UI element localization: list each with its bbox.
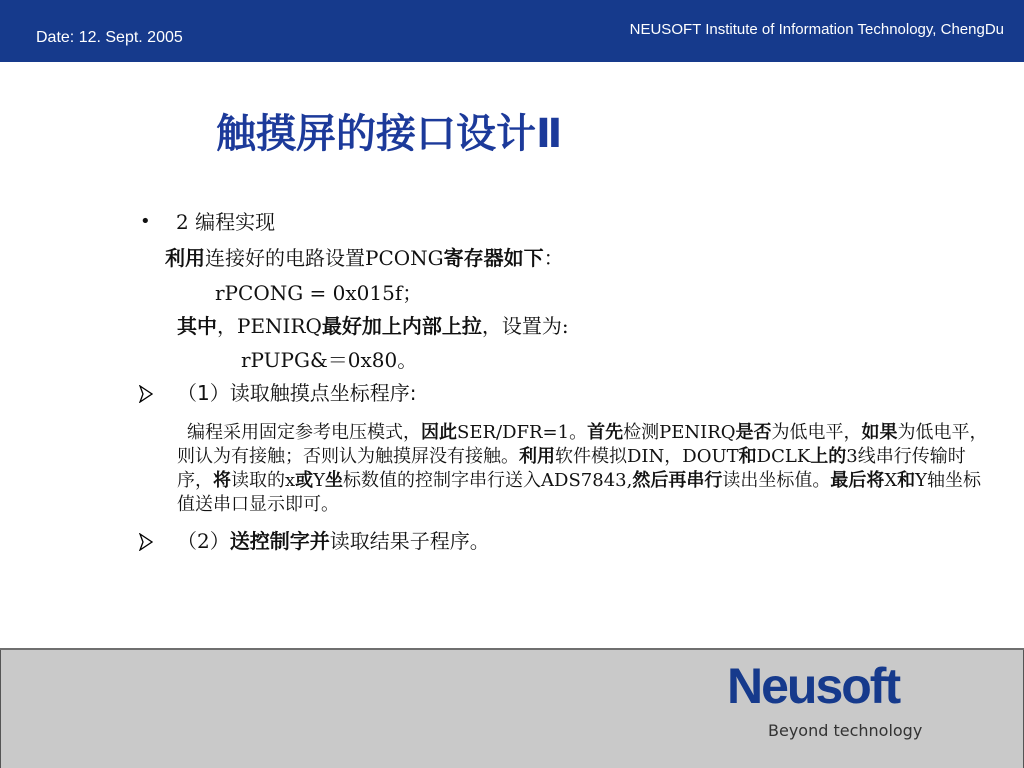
header-institute: NEUSOFT Institute of Information Technology, ChengDu bbox=[629, 21, 1004, 38]
arrow-bullet-icon bbox=[139, 533, 153, 551]
item2-heading: （1）读取触摸点坐标程序: bbox=[177, 381, 417, 405]
paragraph-segment: 3线串行传输时序， bbox=[177, 446, 966, 491]
paragraph-segment: 读取的x bbox=[231, 470, 296, 491]
item3-a: （2） bbox=[177, 529, 230, 553]
code-line-pupg: rPUPG&＝0x80。 bbox=[241, 348, 418, 372]
item3-line bbox=[177, 528, 490, 554]
paragraph-segment: 检测PENIRQ bbox=[623, 422, 736, 443]
item3-c: 读取结果子程序。 bbox=[329, 529, 490, 553]
item1-line1-c: 寄存器如下 bbox=[443, 246, 544, 270]
paragraph-segment: 上的 bbox=[810, 446, 847, 467]
paragraph-segment: 软件模拟DIN，DOUT bbox=[555, 446, 739, 467]
paragraph-segment: DCLK bbox=[756, 446, 811, 467]
item1-line1 bbox=[165, 245, 564, 271]
paragraph-segment: X bbox=[884, 470, 898, 491]
paragraph-segment: 将 bbox=[213, 470, 231, 491]
paragraph-segment: 和 bbox=[738, 446, 757, 467]
paragraph-segment: 标数值的控制字串行送入ADS7843, bbox=[343, 470, 633, 491]
paragraph-segment: 为低电平， bbox=[771, 422, 862, 443]
item1-heading: 2 编程实现 bbox=[176, 210, 276, 234]
paragraph-segment: 坐 bbox=[325, 470, 344, 491]
item1-line2-b: ，PENIRQ bbox=[217, 314, 322, 338]
item1-line2-c: 最好加上内部上拉 bbox=[321, 314, 482, 338]
paragraph-segment: 然后再串行 bbox=[632, 470, 723, 491]
item1-line2 bbox=[177, 313, 569, 339]
neusoft-logo: Neusoft bbox=[727, 658, 900, 714]
paragraph-segment: 最后将 bbox=[830, 470, 885, 491]
paragraph-segment: 如果 bbox=[861, 422, 898, 443]
header-date: Date: 12. Sept. 2005 bbox=[36, 29, 183, 46]
item1-line1-d: ： bbox=[543, 246, 564, 270]
paragraph-segment: 和 bbox=[897, 470, 916, 491]
paragraph-segment: 为低电平，则认为有接触；否则认为触摸屏没有接触。 bbox=[177, 422, 988, 467]
paragraph-segment: 编程采用固定参考电压模式， bbox=[187, 422, 421, 443]
paragraph-segment: 是否 bbox=[735, 422, 772, 443]
item2-paragraph bbox=[177, 421, 992, 517]
item1-line2-d: ，设置为: bbox=[481, 314, 569, 338]
item1-line1-a: 利用 bbox=[165, 246, 205, 270]
code-line-pcong: rPCONG = 0x015f； bbox=[215, 281, 423, 305]
paragraph-segment: SER/DFR=1。 bbox=[457, 422, 588, 443]
paragraph-segment: 读出坐标值。 bbox=[722, 470, 831, 491]
paragraph-segment: 首先 bbox=[587, 422, 624, 443]
paragraph-segment: 因此 bbox=[421, 422, 457, 443]
item1-line1-b: 连接好的电路设置PCONG bbox=[205, 246, 444, 270]
item3-b: 送控制字并 bbox=[229, 529, 330, 553]
item2-paragraph-body bbox=[177, 422, 988, 515]
paragraph-segment: 或 bbox=[295, 470, 314, 491]
item1-line2-a: 其中 bbox=[177, 314, 217, 338]
logo-tagline: Beyond technology bbox=[768, 721, 923, 740]
header-bar bbox=[0, 0, 1024, 62]
arrow-bullet-icon bbox=[139, 385, 153, 403]
paragraph-segment: Y轴坐标值送串口显示即可。 bbox=[177, 470, 982, 515]
paragraph-segment: Y bbox=[313, 470, 326, 491]
paragraph-segment: 利用 bbox=[519, 446, 555, 467]
bullet-dot-icon: • bbox=[140, 211, 151, 232]
slide-title: 触摸屏的接口设计Ⅱ bbox=[216, 111, 563, 157]
